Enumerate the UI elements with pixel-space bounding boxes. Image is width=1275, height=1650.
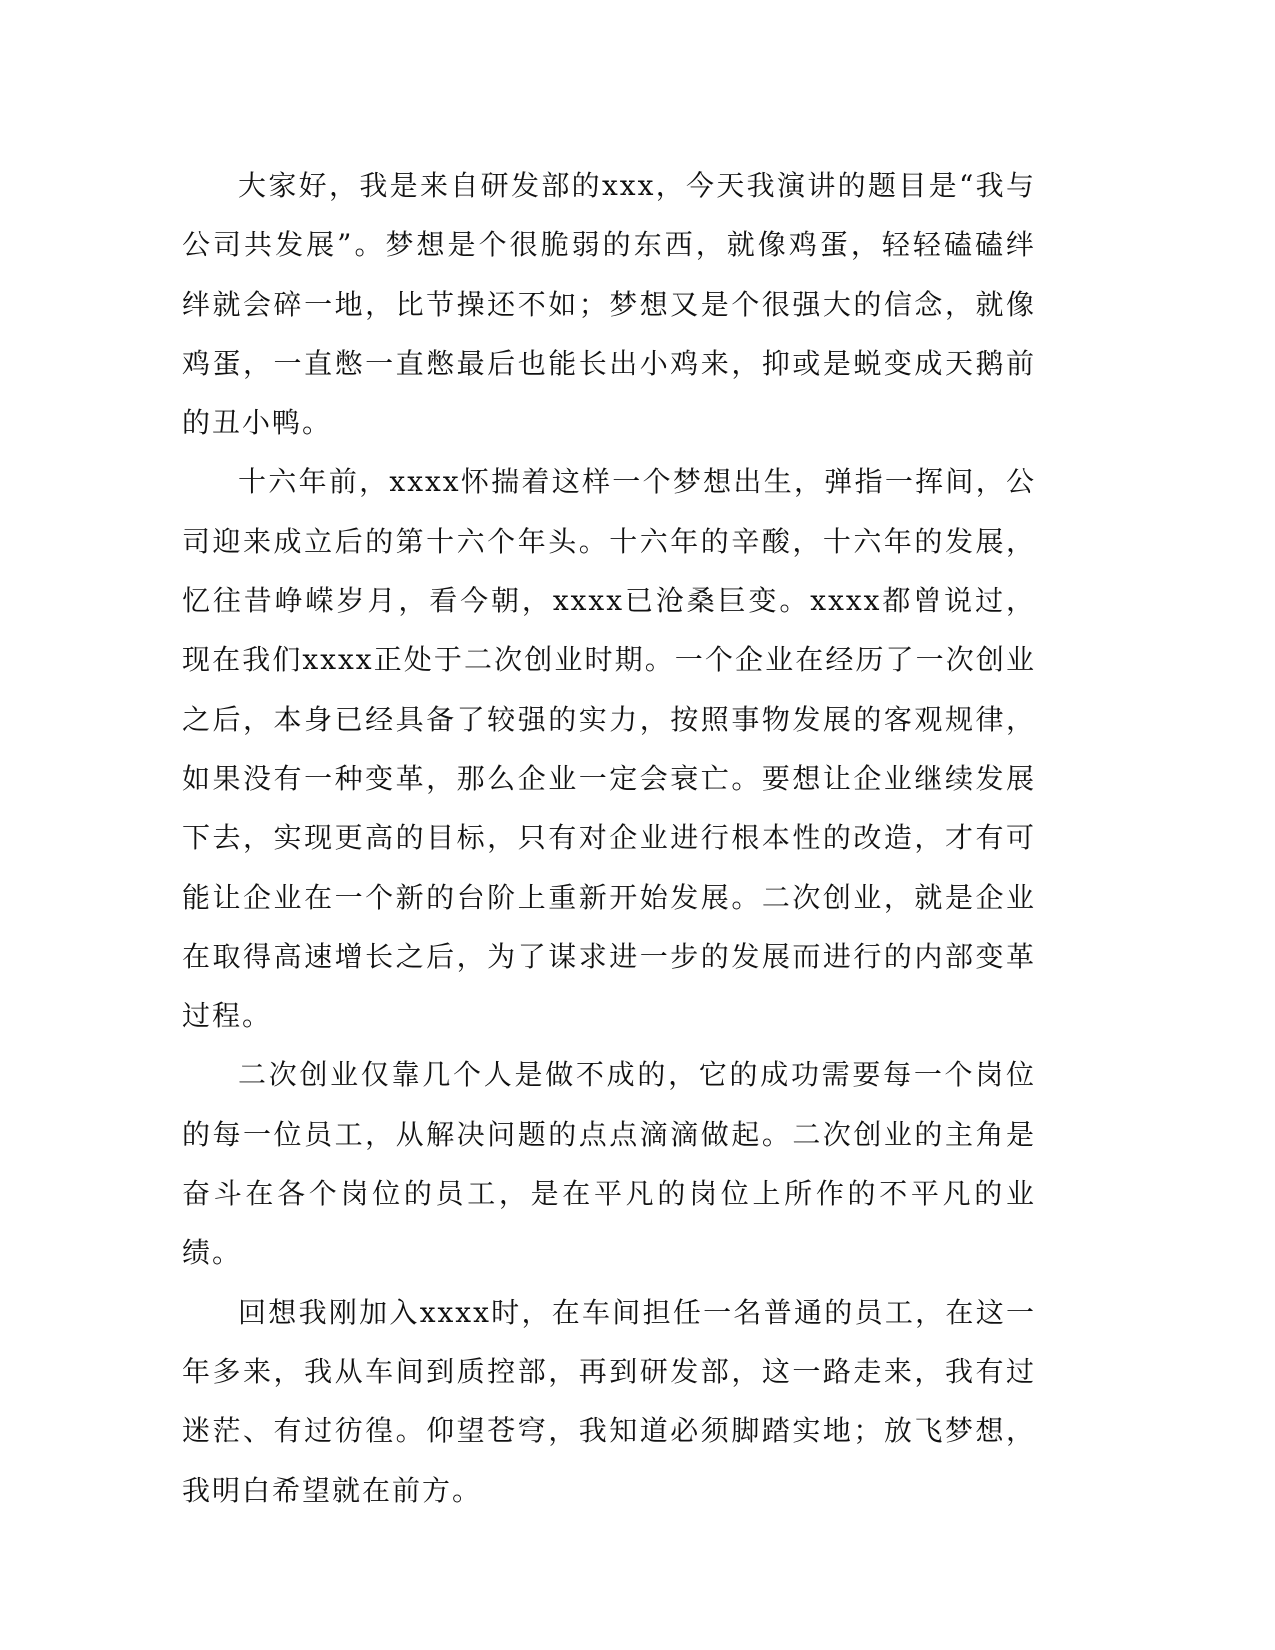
document-body bbox=[182, 156, 1036, 1520]
paragraph-4: 回想我刚加入xxxx时，在车间担任一名普通的员工，在这一年多来，我从车间到质控部，再到研发部，这一路走来，我有过迷茫、有过彷徨。仰望苍穹，我知道必须脚踏实地；放飞梦想，我明白希望就在前方。 bbox=[182, 1295, 1036, 1507]
paragraph-1: 大家好，我是来自研发部的xxx，今天我演讲的题目是“我与公司共发展”。梦想是个很脆弱的东西，就像鸡蛋，轻轻磕磕绊绊就会碎一地，比节操还不如；梦想又是个很强大的信念，就像鸡蛋，一直憋一直憋最后也能长出小鸡来，抑或是蜕变成天鹅前的丑小鸭。 bbox=[182, 169, 1036, 440]
paragraph-2: 十六年前，xxxx怀揣着这样一个梦想出生，弹指一挥间，公司迎来成立后的第十六个年头。十六年的辛酸，十六年的发展，忆往昔峥嵘岁月，看今朝，xxxx已沧桑巨变。xxxx都曾说过，现在我们xxxx正处于二次创业时期。一个企业在经历了一次创业之后，本身已经具备了较强的实力，按照事物发展的客观规律，如果没有一种变革，那么企业一定会衰亡。要想让企业继续发展下去，实现更高的目标，只有对企业进行根本性的改造，才有可能让企业在一个新的台阶上重新开始发展。二次创业，就是企业在取得高速增长之后，为了谋求进一步的发展而进行的内部变革过程。 bbox=[182, 465, 1036, 1033]
paragraph-3: 二次创业仅靠几个人是做不成的，它的成功需要每一个岗位的每一位员工，从解决问题的点点滴滴做起。二次创业的主角是奋斗在各个岗位的员工，是在平凡的岗位上所作的不平凡的业绩。 bbox=[182, 1058, 1036, 1270]
